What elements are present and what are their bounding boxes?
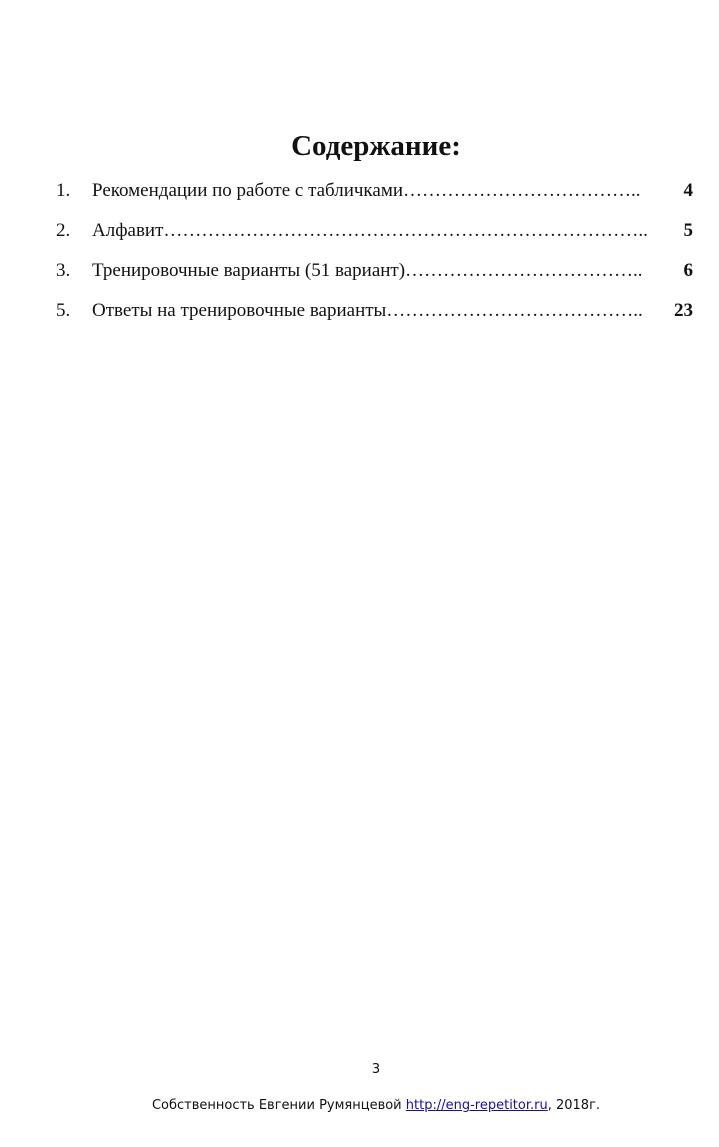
toc-item (56, 256, 696, 296)
footer-year-text: , 2018г. (547, 1098, 601, 1113)
footer-owner-text: Собственность Евгении Румянцевой (151, 1098, 406, 1113)
page-number: 3 (371, 1062, 381, 1077)
toc-list (56, 176, 696, 336)
toc-item-text: Алфавит………………………………………………………………….. (92, 220, 648, 241)
toc-item-text: Ответы на тренировочные варианты………………………………….. (92, 300, 643, 321)
toc-item-page: 4 (683, 180, 693, 201)
toc-item-number: 2. (56, 220, 71, 241)
toc-item-text: Тренировочные варианты (51 вариант)……………………………….. (92, 260, 643, 281)
toc-item-text: Рекомендации по работе с табличками……………………………….. (92, 180, 641, 201)
toc-item-page: 23 (674, 300, 693, 321)
footer-link[interactable]: http://eng-repetitor.ru (405, 1098, 548, 1113)
toc-item-number: 3. (56, 260, 71, 281)
toc-item (56, 216, 696, 256)
toc-item (56, 296, 696, 336)
toc-item (56, 176, 696, 216)
footer (0, 1096, 719, 1116)
toc-item-number: 1. (56, 180, 71, 201)
toc-title: Содержание: (291, 130, 461, 162)
toc-item-number: 5. (56, 300, 71, 321)
toc-item-page: 6 (683, 260, 693, 281)
toc-item-page: 5 (683, 220, 693, 241)
